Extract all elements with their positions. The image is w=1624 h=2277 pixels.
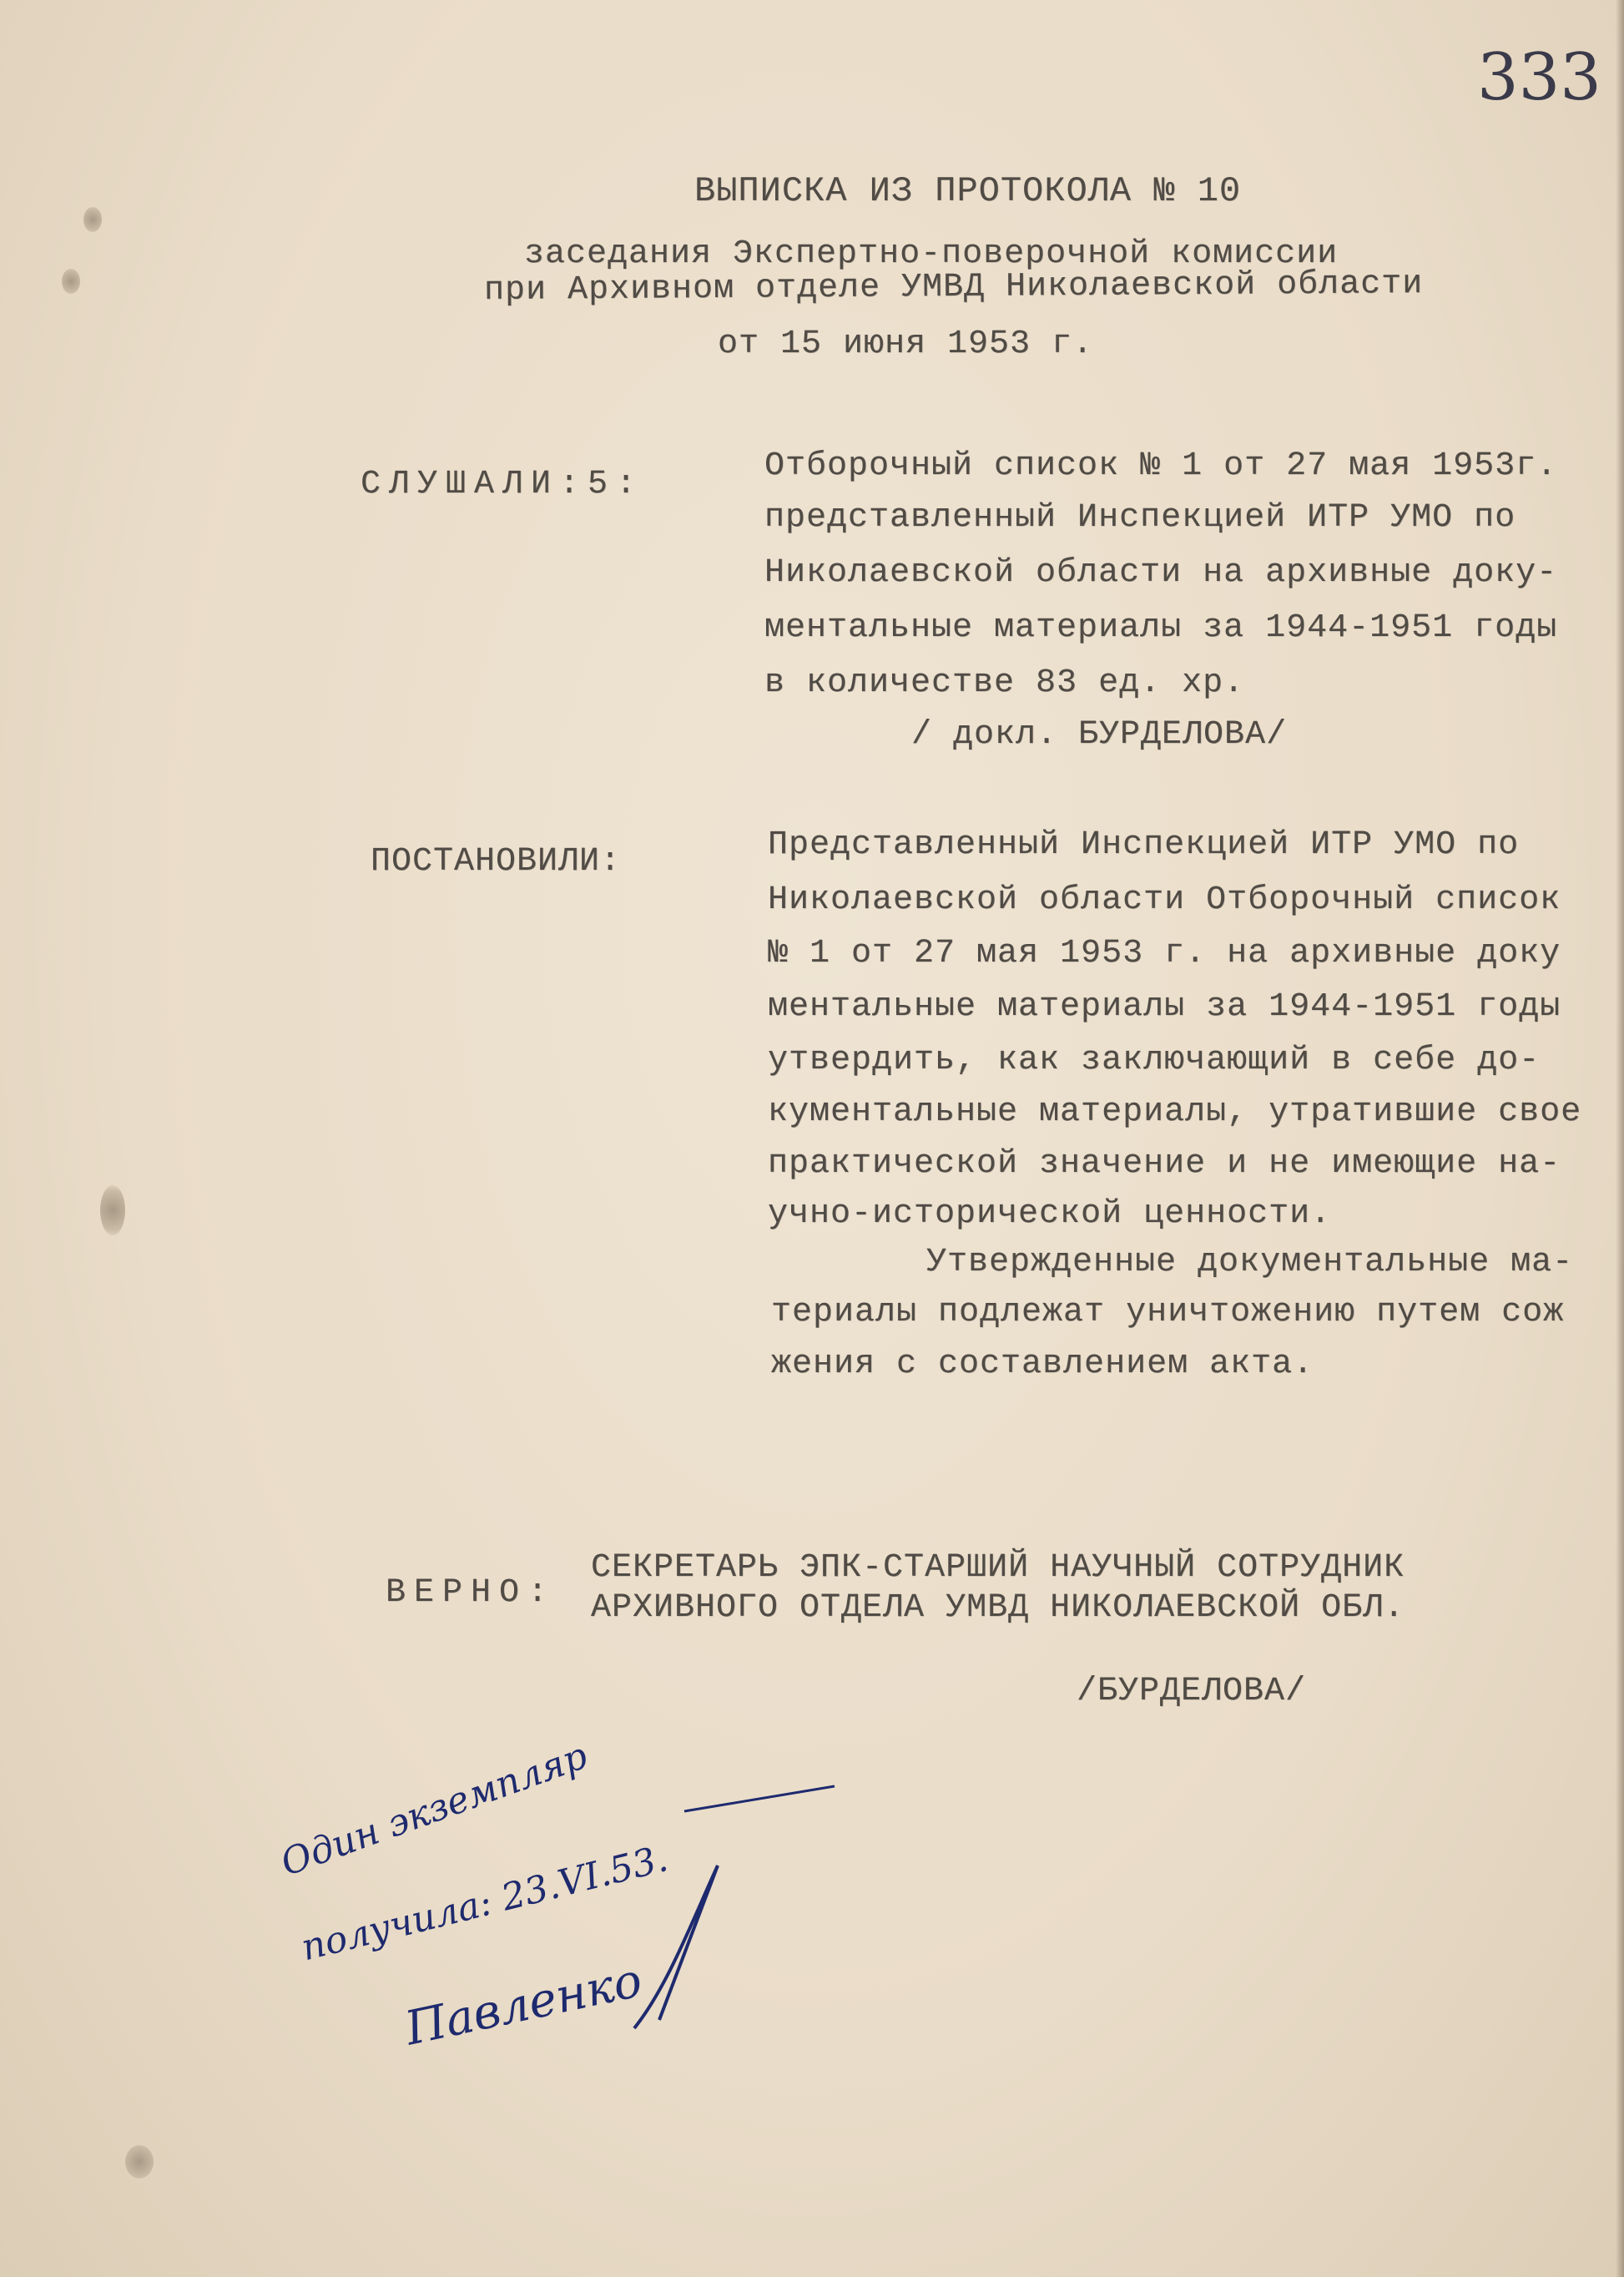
- slushali-line: представленный Инспекцией ИТР УМО по: [764, 499, 1516, 537]
- postanovili-line: ментальные материалы за 1944-1951 годы: [768, 988, 1561, 1026]
- header-line-1: заседания Экспертно-поверочной комиссии: [524, 235, 1339, 273]
- verno-position-line-1: СЕКРЕТАРЬ ЭПК-СТАРШИЙ НАУЧНЫЙ СОТРУДНИК: [591, 1549, 1405, 1587]
- verno-position-line-2: АРХИВНОГО ОТДЕЛА УМВД НИКОЛАЕВСКОЙ ОБЛ.: [591, 1589, 1405, 1627]
- slushali-line: ментальные материалы за 1944-1951 годы: [764, 609, 1558, 647]
- binder-hole: [125, 2145, 154, 2179]
- verno-signature-name: /БУРДЕЛОВА/: [1077, 1673, 1307, 1710]
- binder-hole: [83, 207, 102, 232]
- postanovili-line: практической значение и не имеющие на-: [768, 1145, 1561, 1183]
- binder-hole: [100, 1185, 125, 1235]
- header-line-2: при Архивном отделе УМВД Николаевской области: [483, 265, 1424, 310]
- pen-signature-flourish: [634, 1866, 718, 2028]
- page-number: 333: [1477, 40, 1601, 115]
- page-edge-shadow: [1616, 0, 1624, 2277]
- slushali-reporter: / докл. БУРДЕЛОВА/: [911, 716, 1288, 754]
- postanovili-line: Представленный Инспекцией ИТР УМО по: [768, 826, 1520, 864]
- slushali-line: Отборочный список № 1 от 27 мая 1953г.: [764, 447, 1558, 485]
- handwritten-note-line-1: Один экземпляр: [275, 1734, 593, 1885]
- handwritten-signature: Павленко: [401, 1953, 647, 2057]
- postanovili-line: Николаевской области Отборочный список: [768, 881, 1561, 919]
- postanovili-line: Утвержденные документальные ма-: [926, 1244, 1574, 1281]
- postanovili-line: жения с составлением акта.: [771, 1346, 1314, 1383]
- postanovili-line: кументальные материалы, утратившие свое: [768, 1093, 1582, 1131]
- postanovili-line: учно-исторической ценности.: [768, 1195, 1332, 1233]
- document-title: ВЫПИСКА ИЗ ПРОТОКОЛА № 10: [694, 171, 1242, 211]
- postanovili-line: № 1 от 27 мая 1953 г. на архивные доку: [768, 935, 1561, 972]
- postanovili-line: териалы подлежат уничтожению путем сож: [771, 1294, 1565, 1331]
- slushali-line: в количестве 83 ед. хр.: [764, 664, 1245, 702]
- slushali-label: СЛУШАЛИ:5:: [361, 466, 645, 503]
- header-line-3: от 15 июня 1953 г.: [718, 326, 1094, 363]
- handwritten-note-line-2: получила: 23.VI.53.: [297, 1837, 673, 1970]
- binder-hole: [62, 269, 80, 294]
- postanovili-label: ПОСТАНОВИЛИ:: [371, 843, 622, 881]
- postanovili-line: утвердить, как заключающий в себе до-: [768, 1042, 1541, 1079]
- pen-underline-stroke: [684, 1786, 835, 1811]
- verno-label: ВЕРНО:: [386, 1574, 557, 1612]
- slushali-line: Николаевской области на архивные доку-: [764, 554, 1558, 592]
